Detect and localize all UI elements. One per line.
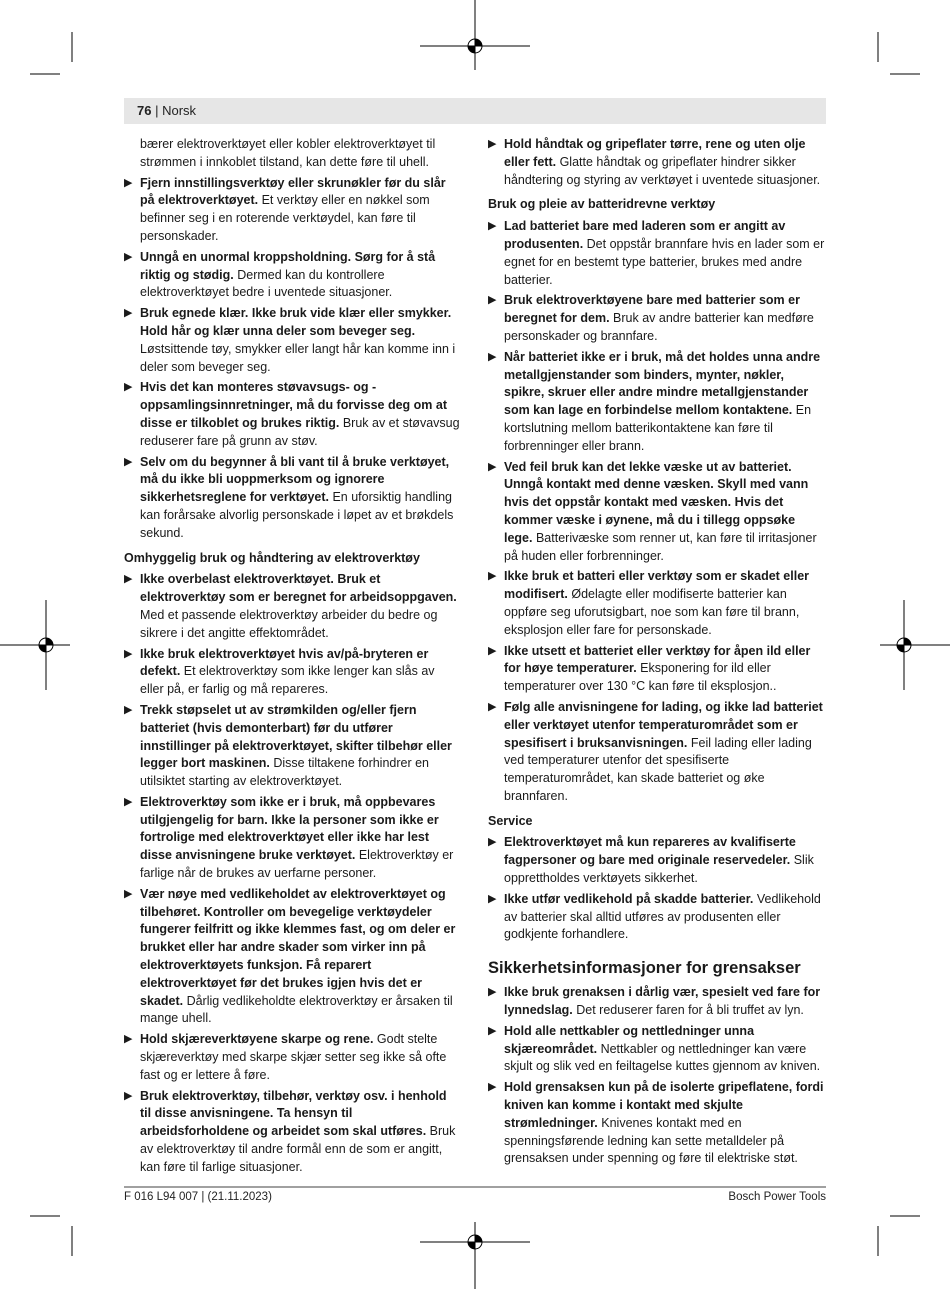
item-instruction: Ved feil bruk kan det lekke væske ut av batteriet. Unngå kontakt med denne væsken. Skyll med vann hvis det oppstår kontakt med væsken. Hvis det kommer væske i øynene, må du i tillegg oppsøke lege. bbox=[504, 459, 809, 545]
triangle-bullet-icon: ▶ bbox=[124, 381, 133, 394]
item-instruction: Fjern innstillingsverktøy eller skrunøkler før du slår på elektroverktøyet. bbox=[140, 175, 446, 208]
triangle-bullet-icon: ▶ bbox=[124, 176, 133, 189]
list-item bbox=[124, 702, 460, 791]
triangle-bullet-icon: ▶ bbox=[488, 460, 497, 473]
item-explanation: Batterivæske som renner ut, kan føre til irritasjoner på huden eller forbrenninger. bbox=[504, 530, 817, 563]
item-explanation: Knivenes kontakt med en spenningsførende ledning kan sette metalldeler på grensaksen under spenning og føre til elektriske støt. bbox=[504, 1115, 798, 1166]
triangle-bullet-icon: ▶ bbox=[488, 350, 497, 363]
item-explanation: Et elektroverktøy som ikke lenger kan slås av eller på, er farlig og må repareres. bbox=[140, 664, 435, 697]
left-column bbox=[124, 136, 460, 1180]
triangle-bullet-icon: ▶ bbox=[488, 1024, 497, 1037]
item-instruction: Hold grensaksen kun på de isolerte gripeflatene, fordi kniven kan komme i kontakt med skjulte strømledninger. bbox=[504, 1080, 824, 1130]
item-explanation: Disse tiltakene forhindrer en utilsiktet starting av elektroverktøyet. bbox=[140, 756, 430, 789]
list-item bbox=[124, 1088, 460, 1177]
triangle-bullet-icon: ▶ bbox=[124, 1089, 133, 1102]
triangle-bullet-icon: ▶ bbox=[488, 986, 497, 999]
list-item bbox=[488, 1079, 826, 1168]
item-explanation: Et verktøy eller en nøkkel som befinner seg i en roterende verktøydel, kan føre til personskader. bbox=[140, 193, 430, 243]
section-subheading: Omhyggelig bruk og håndtering av elektroverktøy bbox=[124, 550, 420, 565]
item-instruction: Hold skjæreverktøyene skarpe og rene. bbox=[140, 1032, 374, 1047]
list-item bbox=[488, 891, 826, 944]
list-item bbox=[488, 643, 826, 696]
triangle-bullet-icon: ▶ bbox=[488, 220, 497, 233]
triangle-bullet-icon: ▶ bbox=[488, 570, 497, 583]
list-item bbox=[488, 136, 826, 189]
item-instruction: Ikke bruk et batteri eller verktøy som er skadet eller modifisert. bbox=[504, 569, 810, 602]
list-item bbox=[488, 699, 826, 806]
item-explanation: Løstsittende tøy, smykker eller langt hår kan komme inn i deler som beveger seg. bbox=[140, 341, 456, 374]
list-item bbox=[124, 794, 460, 883]
list-item bbox=[124, 305, 460, 376]
triangle-bullet-icon: ▶ bbox=[488, 892, 497, 905]
list-item bbox=[488, 568, 826, 639]
item-explanation: Det reduserer faren for å bli truffet av lyn. bbox=[572, 1003, 804, 1018]
item-instruction: Elektroverktøyet må kun repareres av kvalifiserte fagpersoner og bare med originale reservedeler. bbox=[504, 835, 796, 868]
item-instruction: Følg alle anvisningene for lading, og ikke lad batteriet eller verktøyet utenfor temperaturområdet som er spesifisert i bruksanvisningen. bbox=[504, 699, 823, 750]
item-explanation: Bruk av andre batterier kan medføre personskader og brannfare. bbox=[504, 311, 814, 343]
item-instruction: Ikke utfør vedlikehold på skadde batterier. bbox=[504, 891, 754, 906]
item-instruction: Bruk elektroverktøyene bare med batterier som er beregnet for dem. bbox=[504, 293, 800, 326]
item-explanation: En kortslutning mellom batterikontaktene kan føre til forbrenninger eller brann. bbox=[504, 403, 812, 453]
list-item bbox=[488, 1023, 826, 1076]
footer-document-id: F 016 L94 007 | (21.11.2023) bbox=[124, 1191, 272, 1203]
triangle-bullet-icon: ▶ bbox=[124, 887, 133, 900]
list-item bbox=[124, 175, 460, 246]
page-header-bar bbox=[124, 98, 826, 124]
list-item bbox=[488, 349, 826, 456]
item-instruction: Ikke overbelast elektroverktøyet. Bruk et elektroverktøy som er beregnet for arbeidsoppgaven. bbox=[140, 572, 457, 605]
header-language: Norsk bbox=[162, 103, 197, 118]
page-header bbox=[137, 103, 196, 118]
item-explanation: Bruk av elektroverktøy til andre formål enn de som er angitt, kan føre til farlige situasjoner. bbox=[140, 1124, 456, 1174]
triangle-bullet-icon: ▶ bbox=[488, 294, 497, 307]
item-instruction: Elektroverktøy som ikke er i bruk, må oppbevares utilgjengelig for barn. Ikke la personer som ikke er fortrolige med elektroverktøyet eller ikke har lest disse anvisningene bruke verktøyet. bbox=[140, 794, 439, 863]
triangle-bullet-icon: ▶ bbox=[124, 647, 133, 660]
item-explanation: En uforsiktig handling kan forårsake alvorlig personskade i løpet av et brøkdels sekund. bbox=[140, 490, 454, 540]
triangle-bullet-icon: ▶ bbox=[124, 307, 133, 320]
list-item bbox=[488, 292, 826, 345]
item-instruction: Hold alle nettkabler og nettledninger unna skjæreområdet. bbox=[504, 1023, 755, 1056]
list-item bbox=[488, 459, 826, 566]
item-explanation: Vedlikehold av batterier skal alltid utføres av produsenten eller godkjente forhandlere. bbox=[504, 891, 821, 942]
item-instruction: Ikke bruk grenaksen i dårlig vær, spesielt ved fare for lynnedslag. bbox=[504, 985, 821, 1018]
list-item bbox=[124, 646, 460, 699]
triangle-bullet-icon: ▶ bbox=[124, 455, 133, 468]
right-column bbox=[488, 136, 826, 1171]
list-item bbox=[124, 379, 460, 450]
triangle-bullet-icon: ▶ bbox=[124, 703, 133, 716]
triangle-bullet-icon: ▶ bbox=[124, 795, 133, 808]
item-instruction: Selv om du begynner å bli vant til å bruke verktøyet, må du ikke bli uoppmerksom og ignorere sikkerhetsreglene for verktøyet. bbox=[140, 454, 450, 505]
list-item bbox=[124, 1031, 460, 1084]
item-explanation: Elektroverktøy er farlige når de brukes av uerfarne personer. bbox=[140, 848, 454, 881]
triangle-bullet-icon: ▶ bbox=[124, 250, 133, 263]
item-explanation: Feil lading eller lading ved temperaturer utenfor det spesifiserte temperaturområdet, kan skade batteriet og øke brannfaren. bbox=[504, 735, 812, 803]
triangle-bullet-icon: ▶ bbox=[488, 700, 497, 713]
item-instruction: Hold håndtak og gripeflater tørre, rene og uten olje eller fett. bbox=[504, 137, 806, 169]
item-instruction: Trekk støpselet ut av strømkilden og/eller fjern batteriet (hvis demonterbart) før du utfører innstillinger på elektroverktøyet, skifter tilbehør eller legger bort maskinen. bbox=[140, 702, 452, 771]
item-instruction: Unngå en unormal kroppsholdning. Sørg for å stå riktig og stødig. bbox=[140, 249, 436, 282]
triangle-bullet-icon: ▶ bbox=[124, 573, 133, 586]
item-explanation: Dermed kan du kontrollere elektroverktøyet bedre i uventede situasjoner. bbox=[140, 267, 393, 300]
body-paragraph: bærer elektroverktøyet eller kobler elektroverktøyet til strømmen i innkoblet tilstand, kan dette føre til uhell. bbox=[140, 137, 436, 169]
item-explanation: Glatte håndtak og gripeflater hindrer sikker håndtering og styring av verktøyet i uventede situasjoner. bbox=[504, 154, 821, 187]
section-heading: Sikkerhetsinformasjoner for grensakser bbox=[488, 959, 801, 978]
triangle-bullet-icon: ▶ bbox=[488, 644, 497, 657]
item-explanation: Ødelagte eller modifiserte batterier kan oppføre seg uforutsigbart, noe som kan føre til brann, eksplosjon eller fare for personskade. bbox=[504, 587, 800, 637]
list-item bbox=[488, 218, 826, 289]
section-subheading: Bruk og pleie av batteridrevne verktøy bbox=[488, 197, 716, 212]
page-number: 76 bbox=[137, 103, 152, 118]
item-explanation: Eksponering for ild eller temperaturer over 130 °C kan føre til eksplosjon.. bbox=[504, 661, 777, 694]
section-subheading: Service bbox=[488, 813, 533, 828]
header-separator: | bbox=[151, 103, 163, 118]
item-instruction: Bruk elektroverktøy, tilbehør, verktøy osv. i henhold til disse anvisningene. Ta hensyn til arbeidsforholdene og arbeidet som skal utføres. bbox=[140, 1088, 447, 1139]
list-item bbox=[124, 886, 460, 1028]
item-instruction: Når batteriet ikke er i bruk, må det holdes unna andre metallgjenstander som binders, mynter, nøkler, spikre, skruer eller andre mindre metallgjenstander som kan lage en forbindelse mellom kontaktene. bbox=[504, 349, 821, 418]
item-explanation: Nettkabler og nettledninger kan være skjult og slik ved en feiltagelse kuttes gjennom av kniven. bbox=[504, 1041, 821, 1074]
item-explanation: Det oppstår brannfare hvis en lader som er egnet for en bestemt type batterier, brukes med andre batterier. bbox=[504, 236, 825, 287]
item-explanation: Slik opprettholdes verktøyets sikkerhet. bbox=[504, 853, 814, 886]
list-item bbox=[124, 249, 460, 302]
item-explanation: Dårlig vedlikeholdte elektroverktøy er årsaken til mange uhell. bbox=[140, 993, 453, 1026]
triangle-bullet-icon: ▶ bbox=[488, 138, 497, 150]
list-item bbox=[488, 834, 826, 887]
item-explanation: Med et passende elektroverktøy arbeider du bedre og sikrere i det angitte effektområdet. bbox=[140, 607, 438, 640]
item-instruction: Ikke bruk elektroverktøyet hvis av/på-bryteren er defekt. bbox=[140, 646, 429, 679]
footer-brand: Bosch Power Tools bbox=[728, 1191, 826, 1203]
list-item bbox=[124, 454, 460, 543]
triangle-bullet-icon: ▶ bbox=[124, 1033, 133, 1046]
item-instruction: Hvis det kan monteres støvavsugs- og -oppsamlingsinnretninger, må du forvisse deg om at disse er tilkoblet og brukes riktig. bbox=[140, 380, 448, 430]
list-item bbox=[488, 984, 826, 1020]
item-instruction: Vær nøye med vedlikeholdet av elektroverktøyet og tilbehøret. Kontroller om bevegelige verktøydeler fungerer feilfritt og ikke klemmes fast, og om deler er brukket eller har andre skader som virker inn på elektroverktøyets funksjon. Få reparert elektroverktøyet før det brukes igjen hvis det er skadet. bbox=[140, 886, 456, 1008]
triangle-bullet-icon: ▶ bbox=[488, 836, 497, 849]
item-instruction: Lad batteriet bare med laderen som er angitt av produsenten. bbox=[504, 219, 786, 251]
item-instruction: Ikke utsett et batteriet eller verktøy for åpen ild eller for høye temperaturer. bbox=[504, 643, 811, 676]
list-item bbox=[124, 571, 460, 642]
item-explanation: Bruk av et støvavsug reduserer fare på grunn av støv. bbox=[140, 415, 460, 448]
item-explanation: Godt stelte skjæreverktøy med skarpe skjær setter seg ikke så ofte fast og er lettere å føre. bbox=[140, 1032, 447, 1082]
triangle-bullet-icon: ▶ bbox=[488, 1081, 497, 1094]
item-instruction: Bruk egnede klær. Ikke bruk vide klær eller smykker. Hold hår og klær unna deler som beveger seg. bbox=[140, 306, 452, 338]
